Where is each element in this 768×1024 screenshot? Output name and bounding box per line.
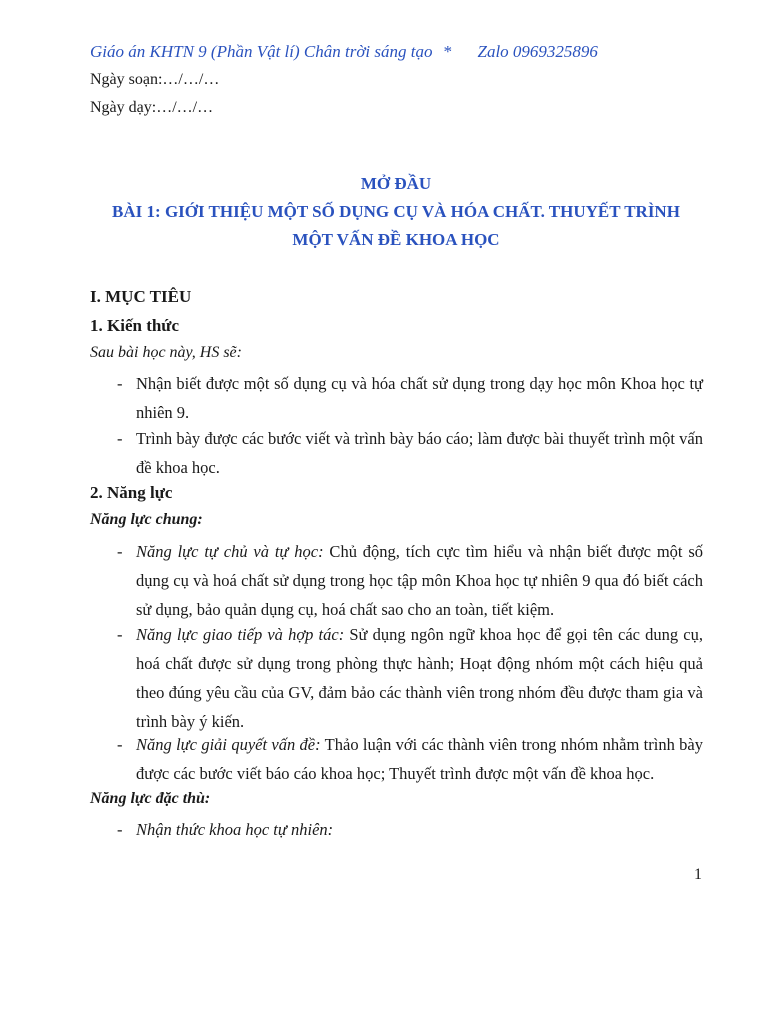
subheading-knowledge: 1. Kiến thức [90,316,180,335]
competency-name: Năng lực tự chủ và tự học: [136,542,324,561]
taught-date: Ngày dạy:…/…/… [90,99,214,116]
general-competencies-label: Năng lực chung: [90,511,203,528]
lesson-title [90,170,702,254]
prepared-date: Ngày soạn:…/…/… [90,71,220,88]
competency-name: Năng lực giao tiếp và hợp tác: [136,625,345,644]
bullet-dash: - [117,542,123,561]
section-heading-objectives: I. MỤC TIÊU [90,287,192,306]
list-item-text [136,815,703,844]
list-item [117,730,703,788]
list-item-text [136,537,703,624]
competency-description: Thảo luận với các thành viên trong nhóm nhằm trình bày được các bước viết báo cáo khoa học; Thuyết trình được một vấn đề khoa học. [136,735,703,783]
list-item-text: Nhận biết được một số dụng cụ và hóa chất sử dụng trong dạy học môn Khoa học tự nhiên 9. [136,374,703,422]
competency-name: Năng lực giải quyết vấn đề: [136,735,321,754]
list-item-text [136,620,703,736]
list-item-text [136,730,703,788]
bullet-dash: - [117,429,123,448]
list-item [117,537,703,624]
competency-description: Chủ động, tích cực tìm hiểu và nhận biết được một số dụng cụ và hoá chất sử dụng trong học tập môn Khoa học tự nhiên 9 qua đó biết cách sử dụng, bảo quản dụng cụ, hoá chất sao cho an toàn, tiết kiệm. [136,542,704,619]
list-item [117,815,703,844]
list-item [117,620,703,736]
title-line-1: MỞ ĐẦU [360,174,432,193]
bullet-dash: - [117,735,123,754]
list-item [117,424,703,482]
bullet-dash: - [117,625,123,644]
header-contact: Zalo 0969325896 [477,42,598,61]
page-number: 1 [694,866,702,883]
competency-description: Sử dụng ngôn ngữ khoa học để gọi tên các dung cụ, hoá chất được sử dụng trong phòng thực hành; Hoạt động nhóm một cách hiệu quả theo đúng yêu cầu của GV, đảm bảo các thành viên trong nhóm đều được tham gia và trình bày ý kiến. [136,625,703,731]
specific-competencies-label: Năng lực đặc thù: [90,790,211,807]
list-item-text: Trình bày được các bước viết và trình bày báo cáo; làm được bài thuyết trình một vấn đề khoa học. [136,429,703,477]
competency-name: Nhận thức khoa học tự nhiên: [136,820,334,839]
header-star: * [442,42,452,61]
page-header [90,42,598,62]
bullet-dash: - [117,820,123,839]
header-course-title: Giáo án KHTN 9 (Phần Vật lí) Chân trời sáng tạo [90,42,433,61]
title-line-2: BÀI 1: GIỚI THIỆU MỘT SỐ DỤNG CỤ VÀ HÓA CHẤT. THUYẾT TRÌNH [112,202,680,221]
subheading-competencies: 2. Năng lực [90,483,173,502]
list-item [117,369,703,427]
title-line-3: MỘT VẤN ĐỀ KHOA HỌC [292,230,500,249]
knowledge-intro: Sau bài học này, HS sẽ: [90,344,242,361]
bullet-dash: - [117,374,123,393]
